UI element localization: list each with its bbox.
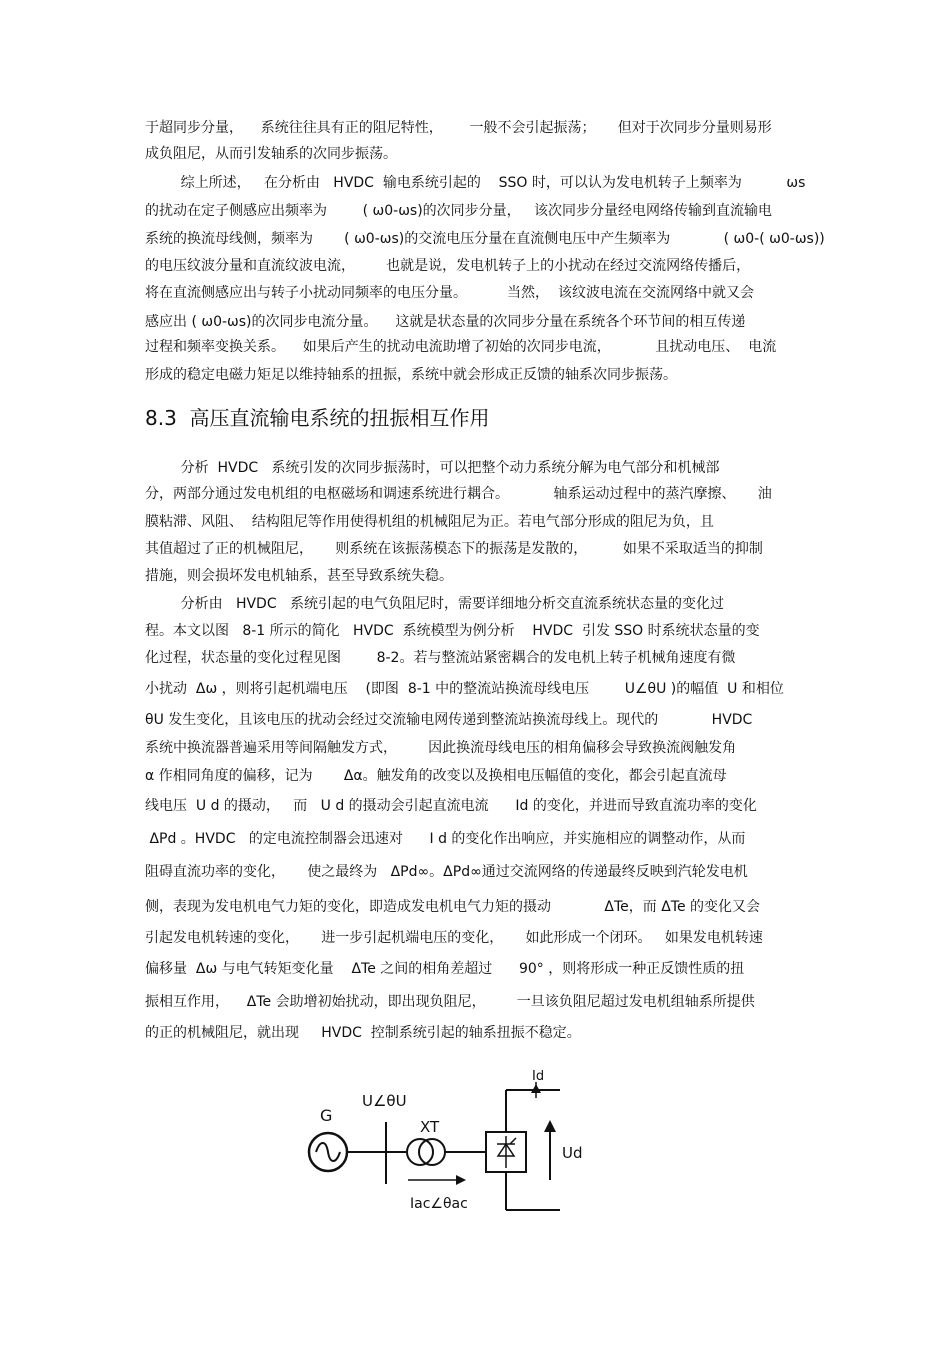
- text-line: 的正的机械阻尼，就出现 HVDC 控制系统引起的轴系扭振不稳定。: [145, 1025, 581, 1041]
- label-dc-voltage: Ud: [562, 1144, 583, 1162]
- section-number: 8.3: [145, 406, 177, 430]
- text-line: 系统中换流器普遍采用等间隔触发方式， 因此换流母线电压的相角偏移会导致换流阀触发角: [145, 740, 737, 756]
- text-line: 膜粘滞、风阻、 结构阻尼等作用使得机组的机械阻尼为正。若电气部分形成的阻尼为负，且: [145, 514, 714, 530]
- text-line: 侧，表现为发电机电气力矩的变化，即造成发电机电气力矩的摄动 ΔTe，而 ΔTe 的变化又会: [145, 899, 761, 915]
- text-line: 形成的稳定电磁力矩足以维持轴系的扭振，系统中就会形成正反馈的轴系次同步振荡。: [145, 367, 677, 383]
- text-line: 化过程，状态量的变化过程见图 8-2。若与整流站紧密耦合的发电机上转子机械角速度有微: [145, 650, 736, 666]
- section-title: 高压直流输电系统的扭振相互作用: [189, 406, 490, 430]
- text-line: 程。本文以图 8-1 所示的简化 HVDC 系统模型为例分析 HVDC 引发 SSO 时系统状态量的变: [145, 623, 760, 639]
- text-line: 于超同步分量， 系统往往具有正的阻尼特性， 一般不会引起振荡； 但对于次同步分量则易形: [145, 120, 772, 136]
- text-line: 偏移量 Δω 与电气转矩变化量 ΔTe 之间的相角差超过 90° ，则将形成一种正反馈性质的扭: [145, 961, 745, 977]
- converter-symbol: [486, 1132, 526, 1172]
- text-line: 小扰动 Δω ，则将引起机端电压 (即图 8-1 中的整流站换流母线电压 U∠θU )的幅值 U 和相位: [145, 681, 784, 697]
- text-line: 分析 HVDC 系统引发的次同步振荡时，可以把整个动力系统分解为电气部分和机械部: [145, 460, 720, 476]
- text-line: 振相互作用， ΔTe 会助增初始扰动，即出现负阻尼， 一旦该负阻尼超过发电机组轴系所提供: [145, 994, 755, 1010]
- hvdc-model-figure: [290, 1060, 610, 1220]
- label-voltage: U∠θU: [362, 1092, 407, 1110]
- text-line: 系统的换流母线侧，频率为 ( ω0-ωs)的交流电压分量在直流侧电压中产生频率为 ( ω0-( ω0-ωs)): [145, 231, 825, 247]
- text-line: 其值超过了正的机械阻尼， 则系统在该振荡模态下的振荡是发散的， 如果不采取适当的抑制: [145, 541, 763, 557]
- label-transformer: XT: [420, 1118, 440, 1136]
- text-line: 感应出 ( ω0-ωs)的次同步电流分量。 这就是状态量的次同步分量在系统各个环节间的相互传递: [145, 314, 746, 330]
- text-line: 成负阻尼，从而引发轴系的次同步振荡。: [145, 146, 397, 162]
- text-line: 分析由 HVDC 系统引起的电气负阻尼时，需要详细地分析交直流系统状态量的变化过: [145, 596, 724, 612]
- text-line: 分，两部分通过发电机组的电枢磁场和调速系统进行耦合。 轴系运动过程中的蒸汽摩擦、 油: [145, 486, 772, 502]
- text-line: 的扰动在定子侧感应出频率为 ( ω0-ωs)的次同步分量， 该次同步分量经电网络传输到直流输电: [145, 203, 773, 219]
- text-line: 将在直流侧感应出与转子小扰动同频率的电压分量。 当然， 该纹波电流在交流网络中就又会: [145, 285, 754, 301]
- text-line: 阻碍直流功率的变化， 使之最终为 ΔPd∞。ΔPd∞通过交流网络的传递最终反映到汽轮发电机: [145, 864, 748, 880]
- section-heading: [145, 405, 490, 431]
- text-line: 综上所述， 在分析由 HVDC 输电系统引起的 SSO 时，可以认为发电机转子上频率为 ωs: [145, 175, 806, 191]
- transformer-symbol: [407, 1139, 445, 1165]
- text-line: α 作相同角度的偏移，记为 Δα。触发角的改变以及换相电压幅值的变化，都会引起直流母: [145, 768, 727, 784]
- iac-arrow: [408, 1175, 466, 1185]
- label-generator: G: [320, 1106, 333, 1125]
- text-line: 措施，则会损坏发电机轴系，甚至导致系统失稳。: [145, 568, 453, 584]
- label-dc-current: Id: [532, 1069, 545, 1084]
- text-line: 线电压 U d 的摄动， 而 U d 的摄动会引起直流电流 Id 的变化，并进而导致直流功率的变化: [145, 798, 757, 814]
- generator-symbol: [309, 1133, 347, 1171]
- label-ac-current: Iac∠θac: [410, 1196, 468, 1212]
- ud-arrow: [544, 1120, 556, 1180]
- text-line: ΔPd 。HVDC 的定电流控制器会迅速对 I d 的变化作出响应，并实施相应的调整动作，从而: [145, 831, 746, 847]
- text-line: 过程和频率变换关系。 如果后产生的扰动电流助增了初始的次同步电流， 且扰动电压、 电流: [145, 339, 777, 355]
- text-line: θU 发生变化，且该电压的扰动会经过交流输电网传递到整流站换流母线上。现代的 HVDC: [145, 712, 753, 728]
- text-line: 的电压纹波分量和直流纹波电流， 也就是说，发电机转子上的小扰动在经过交流网络传播后，: [145, 258, 751, 274]
- text-line: 引起发电机转速的变化， 进一步引起机端电压的变化， 如此形成一个闭环。 如果发电机转速: [145, 930, 763, 946]
